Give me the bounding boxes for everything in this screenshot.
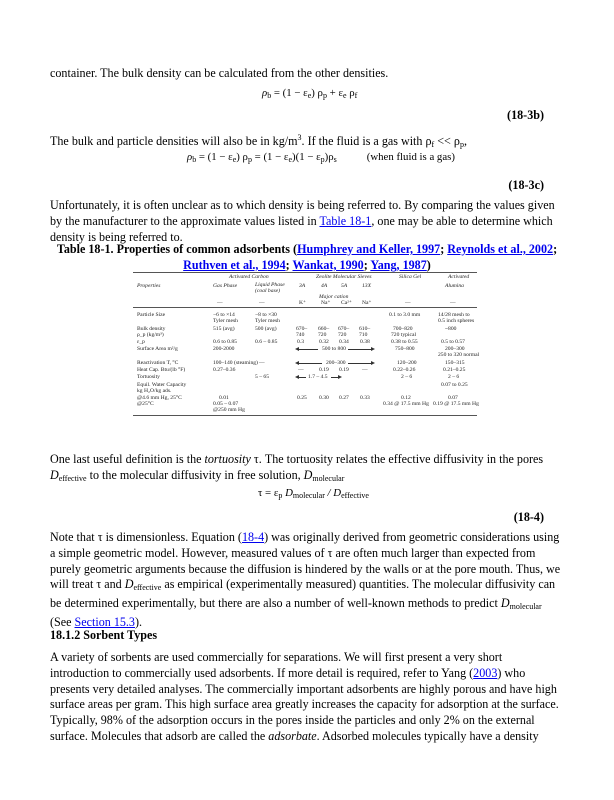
text-fragment: ; xyxy=(553,242,558,256)
text-fragment: Table 18-1. Properties of common adsorbents ( xyxy=(56,242,298,256)
table-cell: 0.12 xyxy=(401,395,411,401)
table-cell: Heat Cap. Btu/(lb °F) xyxy=(137,367,186,373)
table-rule xyxy=(133,307,477,308)
paragraph-bulk-density xyxy=(50,130,564,153)
table-cell: 0.19 xyxy=(319,367,329,373)
text-fragment: D xyxy=(500,596,510,611)
table-cell: ρ_p (kg/m³) xyxy=(137,332,164,338)
table-cell: 0.19 xyxy=(339,367,349,373)
table-cell: Silica Gel xyxy=(399,274,422,280)
text-fragment: . If the fluid is a gas with ρ xyxy=(301,134,432,148)
text-fragment: ρ xyxy=(346,87,355,99)
table-cell: 500 (avg) xyxy=(255,326,277,332)
ref-link[interactable]: Ruthven et al., 1994 xyxy=(183,257,286,272)
table-cell: 0.34 xyxy=(339,339,349,345)
table-cell: 5A xyxy=(341,283,348,289)
paragraph-intro: container. The bulk density can be calculated from the other densities. xyxy=(50,66,389,80)
table-cell: Tortuosity xyxy=(137,374,160,380)
text-fragment: ) ρ xyxy=(311,87,323,99)
table-cell: ε_p xyxy=(137,339,145,345)
table-cell: 0.27 xyxy=(339,395,349,401)
table-cell: 0.38 to 0.55 xyxy=(391,339,418,345)
table-cell: 720 xyxy=(318,332,327,338)
text-fragment: ) was originally derived from geometric considerations using a simple geometric model. However, measured values of τ are often much larger than expected from purely geometric arguments because the diffusion is hindered by the walls or at the pore mouth. Thus, we will treat τ and xyxy=(50,530,561,592)
table-cell: 3A xyxy=(299,283,306,289)
table-cell: 2 – 6 xyxy=(448,374,460,380)
section-heading: 18.1.2 Sorbent Types xyxy=(50,628,158,642)
table-cell: Equil. Water Capacity xyxy=(137,382,187,388)
text-fragment: e xyxy=(342,91,347,100)
paragraph-tortuosity xyxy=(50,452,564,487)
text-fragment: << ρ xyxy=(434,134,460,148)
text-fragment: D xyxy=(282,487,293,499)
table-cell: 0.25 xyxy=(297,395,307,401)
table-cell: ~800 xyxy=(445,326,457,332)
table-rule xyxy=(298,363,322,364)
text-fragment: (See xyxy=(50,614,75,629)
link-equation-18-4[interactable]: 18-4 xyxy=(241,530,265,544)
text-fragment: ρ xyxy=(262,87,268,99)
text-fragment: adsorbate xyxy=(268,728,317,743)
table-cell: 0.19 @ 17.5 mm Hg xyxy=(433,401,479,407)
table-cell: — xyxy=(298,367,304,373)
table-cell: 0.6 – 0.85 xyxy=(255,339,278,345)
table-cell: Activated xyxy=(448,274,470,280)
text-fragment: (when fluid is a gas) xyxy=(366,151,455,163)
table-cell: Reactivation T, °C xyxy=(137,360,179,366)
text-fragment: Unfortunately, it is often unclear as to which density is being referred to. By comparing the values given by the manufacturer to the approximate values listed in xyxy=(50,198,555,228)
text-fragment: effective xyxy=(58,473,87,483)
text-fragment: e xyxy=(288,155,293,164)
text-fragment: e xyxy=(232,155,237,164)
table-rule xyxy=(298,377,306,378)
table-cell: 0.22–0.26 xyxy=(393,367,416,373)
table-cell: Bulk density xyxy=(137,326,166,332)
text-fragment: p xyxy=(322,91,327,100)
equation-18-3b xyxy=(262,87,357,100)
table-cell: Na⁺ xyxy=(321,300,331,306)
table-cell: (coal base) xyxy=(255,288,281,294)
table-rule xyxy=(298,349,318,350)
table-rule xyxy=(348,349,372,350)
table-cell: 710 xyxy=(359,332,368,338)
text-fragment: ; xyxy=(285,257,293,272)
table-cell: 150–315 xyxy=(445,360,465,366)
table-cell: 200–300 xyxy=(326,360,346,366)
equation-number: (18-3c) xyxy=(508,178,544,192)
ref-link[interactable]: Reynolds et al., 2002 xyxy=(447,242,554,256)
table-cell: 720 xyxy=(338,332,347,338)
text-fragment: + ε xyxy=(326,87,343,99)
text-fragment: b xyxy=(192,155,197,164)
table-cell: Alumina xyxy=(445,283,464,289)
table-cell: 670– xyxy=(296,326,308,332)
text-fragment: / D xyxy=(324,487,342,499)
table-cell: 0.1 to 3.0 mm xyxy=(389,312,421,318)
table-cell: 515 (avg) xyxy=(213,326,235,332)
table-cell: @25°C xyxy=(137,401,154,407)
table-cell: 2 – 6 xyxy=(401,374,413,380)
text-fragment: 3 xyxy=(297,133,302,142)
ref-link[interactable]: Yang, 1987 xyxy=(370,257,427,272)
text-fragment: ). xyxy=(134,614,143,629)
text-fragment: to the molecular diffusivity in free solution, xyxy=(86,467,304,482)
text-fragment: = (1 − ε xyxy=(271,87,308,99)
table-cell: 0.5 inch spheres xyxy=(438,318,475,324)
table-cell: 0.34 @ 17.5 mm Hg xyxy=(383,401,429,407)
paragraph-density-ambiguity xyxy=(50,198,564,245)
ref-link[interactable]: Wankat, 1990 xyxy=(292,257,364,272)
table-cell: 1.7 – 4.5 xyxy=(308,374,328,380)
table-cell: Tyler mesh xyxy=(255,318,280,324)
text-fragment: Note that τ is dimensionless. Equation ( xyxy=(50,530,242,544)
text-fragment: τ. The tortuosity relates the effective diffusivity in the pores xyxy=(250,452,544,466)
table-cell: Surface Area m²/g xyxy=(137,346,178,352)
table-cell: 100–140 (steaming) xyxy=(213,360,258,366)
text-fragment: )ρ xyxy=(324,151,334,163)
table-cell: 660– xyxy=(318,326,330,332)
table-rule xyxy=(133,272,477,273)
table-cell: 13X xyxy=(362,283,372,289)
table-cell: 0.3 xyxy=(297,339,304,345)
equation-18-4 xyxy=(258,487,369,500)
table-cell: kg H₂O/kg ads. xyxy=(137,388,172,394)
table-cell: 250 to 320 normal xyxy=(438,352,480,358)
text-fragment: = (1 − ε xyxy=(251,151,289,163)
table-cell: 0.07 to 0.25 xyxy=(441,382,468,388)
adsorbent-properties-table xyxy=(133,272,480,440)
table-cell: 0.32 xyxy=(319,339,329,345)
text-fragment: p xyxy=(278,491,283,500)
paragraph-dimensionless xyxy=(50,530,564,631)
table-cell: — xyxy=(362,367,368,373)
table-cell: 500 to 800 xyxy=(322,346,346,352)
text-fragment: ; xyxy=(363,257,371,272)
table-cell: Liquid Phase xyxy=(255,282,285,288)
text-fragment: , xyxy=(463,134,467,148)
link-yang-2003[interactable]: 2003 xyxy=(473,665,498,680)
text-fragment: p xyxy=(247,155,252,164)
text-fragment: A variety of sorbents are used commercially for separations. We will first present a very short introduction to commercially used adsorbents. If more detail is required, refer to Yang ( xyxy=(50,650,503,680)
table-rule xyxy=(371,347,375,351)
text-fragment: ) who presents very detailed analyses. The commercially important adsorbents are highly porous and have high surface areas per gram. This high surface area greatly increases the capacity for adsorption at the surface. Typically, 98% of the adsorption occurs in the pores inside the particles and only 2% on the external surface. Molecules that adsorb are called the xyxy=(50,665,559,743)
text-fragment: )(1 − ε xyxy=(292,151,321,163)
table-rule xyxy=(371,361,375,365)
table-cell: — xyxy=(217,300,223,306)
table-cell: 120–200 xyxy=(397,360,417,366)
table-rule xyxy=(133,415,477,416)
text-fragment: D xyxy=(124,577,134,592)
text-fragment: e xyxy=(307,91,312,100)
table-cell: 5 – 65 xyxy=(255,374,269,380)
text-fragment: D xyxy=(50,467,59,482)
text-fragment: as empirical (experimentally measured) quantities. The molecular diffusivity can be determined experimentally, but there are also a number of well-known methods to predict xyxy=(50,577,556,611)
text-fragment: b xyxy=(267,91,272,100)
table-cell: 14/28 mesh to xyxy=(438,312,470,318)
text-fragment: = (1 − ε xyxy=(196,151,233,163)
table-cell: 0.38 xyxy=(360,339,370,345)
table-cell: −8 to ×30 xyxy=(255,312,277,318)
table-cell: 700–820 xyxy=(393,326,413,332)
table-cell: Major cation xyxy=(319,294,349,300)
text-fragment: molecular xyxy=(312,473,345,483)
table-cell: — xyxy=(405,300,411,306)
text-fragment: One last useful definition is the xyxy=(50,452,205,466)
text-fragment: effective xyxy=(133,583,162,593)
link-table-18-1[interactable]: Table 18-1 xyxy=(319,213,372,228)
table-cell: Tyler mesh xyxy=(213,318,238,324)
table-cell: — xyxy=(259,300,265,306)
text-fragment: τ = ε xyxy=(258,487,279,499)
table-caption xyxy=(50,242,564,274)
text-fragment: ) ρ xyxy=(236,151,248,163)
table-cell: 740 xyxy=(296,332,305,338)
table-cell: Particle Size xyxy=(137,312,166,318)
table-cell: 0.30 xyxy=(319,395,329,401)
table-cell: @250 mm Hg xyxy=(213,407,245,413)
text-fragment: f xyxy=(431,140,435,149)
text-fragment: ) xyxy=(426,257,431,272)
table-cell: Ca²⁺ xyxy=(341,300,352,306)
text-fragment: tortuosity xyxy=(204,452,251,466)
text-fragment: p xyxy=(320,155,325,164)
table-cell: — xyxy=(450,300,456,306)
text-fragment: ρ xyxy=(187,151,193,163)
table-cell: Zeolite Molecular Sieves xyxy=(316,274,372,280)
link-section-15-3[interactable]: Section 15.3 xyxy=(74,614,135,629)
table-cell: 670– xyxy=(338,326,350,332)
table-cell: −6 to ×14 xyxy=(213,312,235,318)
table-cell: 610– xyxy=(359,326,371,332)
table-cell: 750–800 xyxy=(395,346,415,352)
table-cell: Gas Phase xyxy=(213,283,238,289)
text-fragment: ; xyxy=(440,242,448,256)
table-cell: 0.6 to 0.85 xyxy=(213,339,237,345)
text-fragment: f xyxy=(354,91,358,100)
table-cell: 4A xyxy=(321,283,328,289)
ref-link[interactable]: Humphrey and Keller, 1997 xyxy=(297,242,441,256)
text-fragment: The bulk and particle densities will also be in kg/m xyxy=(50,134,298,148)
table-cell: 0.5 to 0.57 xyxy=(441,339,465,345)
table-cell: 200-2000 xyxy=(213,346,235,352)
table-cell: 0.07 xyxy=(448,395,458,401)
text-fragment: p xyxy=(459,140,464,149)
table-cell: 0.01 xyxy=(219,395,229,401)
text-fragment: effective xyxy=(341,491,369,500)
text-fragment: molecular xyxy=(509,602,542,612)
table-cell: Properties xyxy=(137,283,161,289)
table-cell: 0.05 – 0.07 xyxy=(213,401,239,407)
text-fragment: molecular xyxy=(292,491,325,500)
text-fragment: , one may be able to determine which density is being referred to. xyxy=(50,213,553,244)
equation-number: (18-3b) xyxy=(507,108,544,122)
table-cell: @4.6 mm Hg, 25°C xyxy=(137,395,182,401)
table-cell: Na⁺ xyxy=(362,300,372,306)
text-fragment: D xyxy=(303,467,313,482)
paragraph-sorbent-types xyxy=(50,650,564,745)
table-cell: 0.27–0.36 xyxy=(213,367,236,373)
table-rule xyxy=(348,363,372,364)
table-cell: 0.33 xyxy=(360,395,370,401)
table-cell: Activated Carbon xyxy=(229,274,269,280)
table-cell: K⁺ xyxy=(299,300,306,306)
table-cell: 0.21–0.25 xyxy=(443,367,466,373)
table-cell: 720 typical xyxy=(391,332,417,338)
table-cell: 200–300 xyxy=(445,346,465,352)
equation-18-3c xyxy=(187,151,455,164)
table-rule xyxy=(338,375,342,379)
table-cell: — xyxy=(259,360,265,366)
equation-number: (18-4) xyxy=(513,510,544,524)
text-fragment: s xyxy=(333,155,337,164)
text-fragment: . Adsorbed molecules typically have a density xyxy=(316,728,539,743)
